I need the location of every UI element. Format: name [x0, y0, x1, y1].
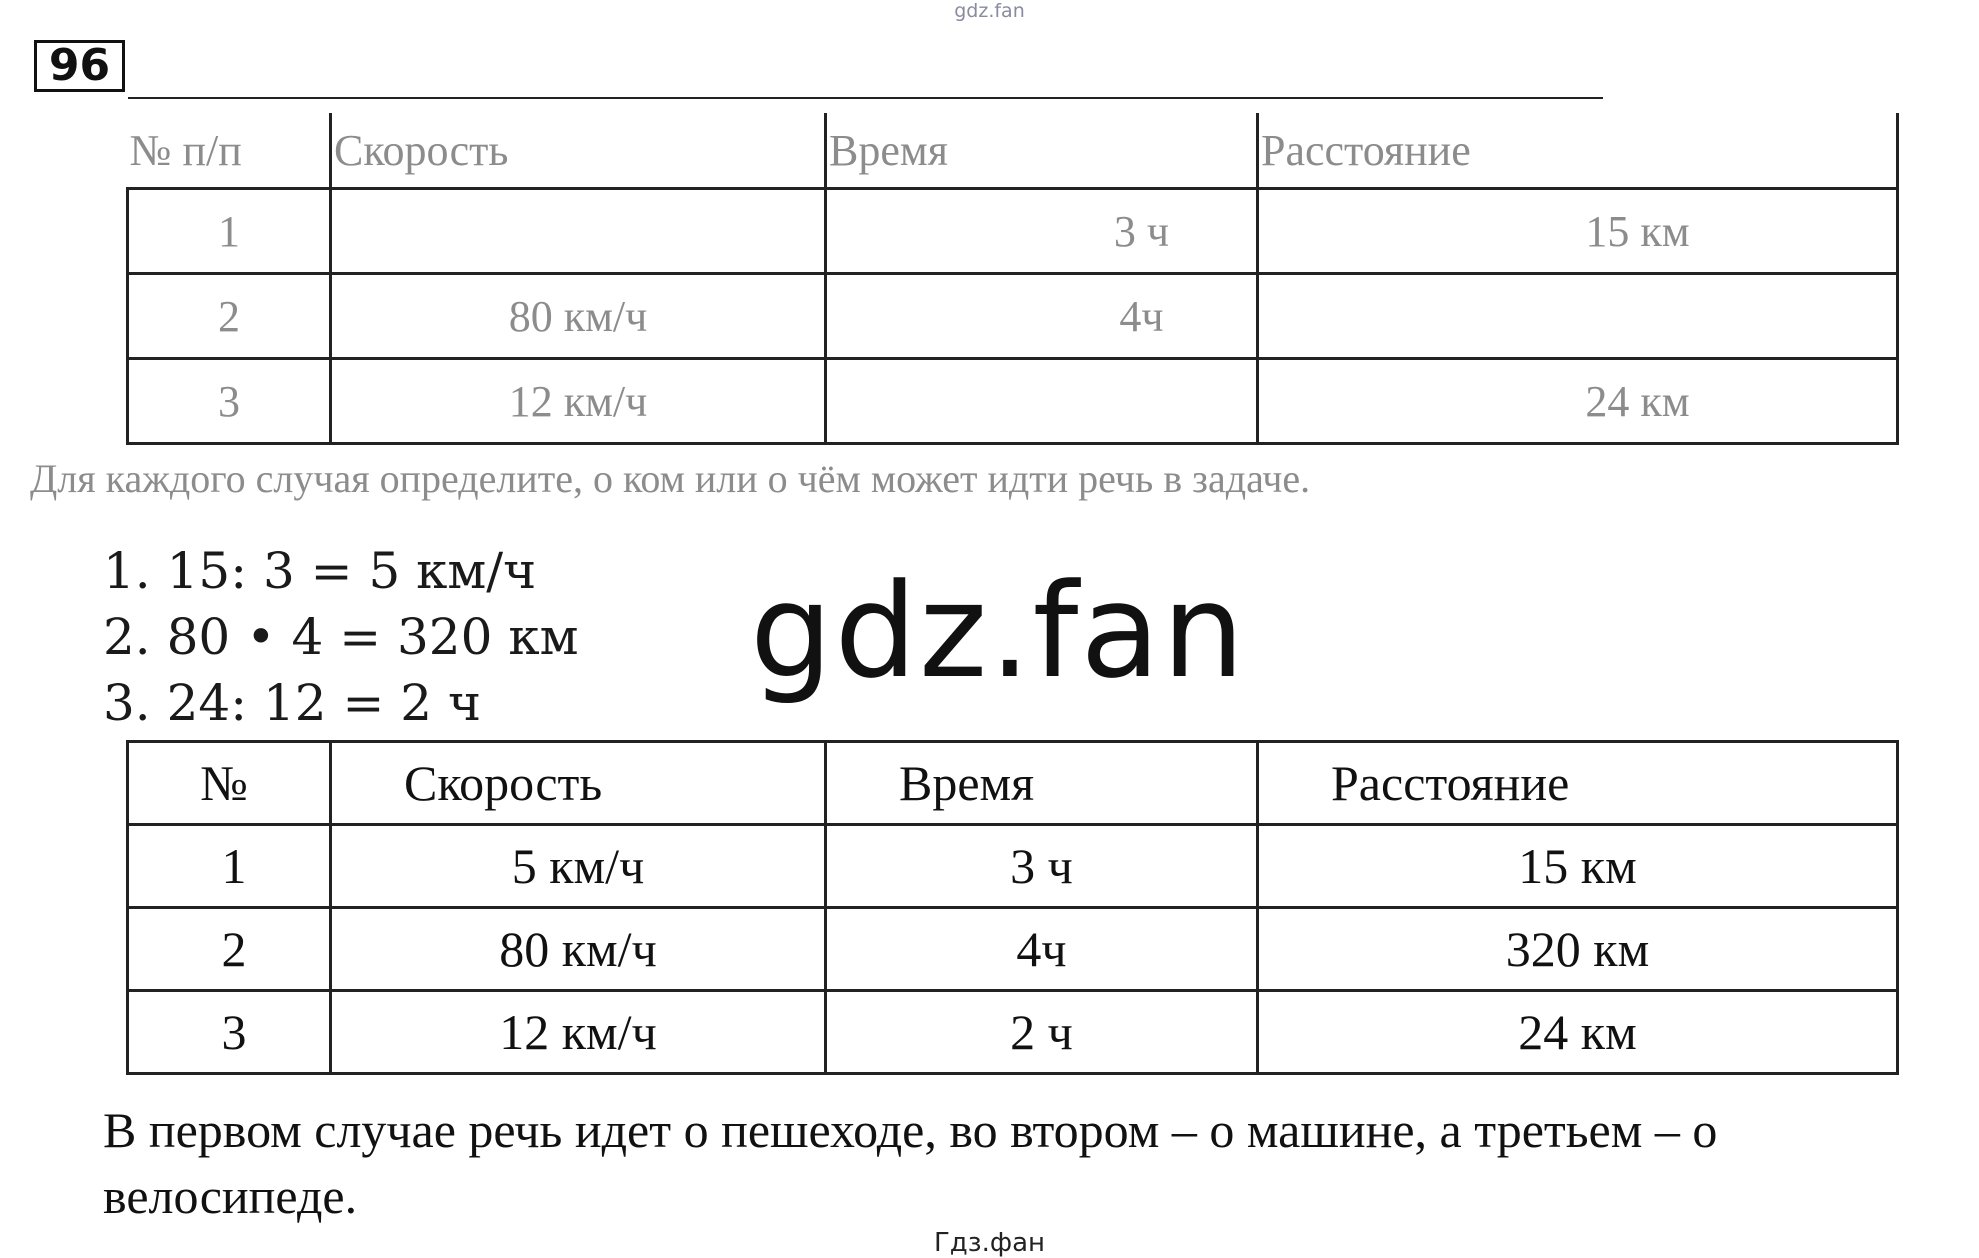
- watermark-center: gdz.fan: [750, 555, 1247, 707]
- answer-cell-distance: 24 км: [1258, 991, 1898, 1074]
- task-cell-distance: 15 км: [1258, 189, 1898, 274]
- table-row: [128, 359, 1898, 444]
- task-cell-time: [826, 359, 1258, 444]
- task-table-header-row: [128, 113, 1898, 189]
- solution-line-2: 2. 80 • 4 = 320 км: [103, 608, 579, 666]
- table-row: [128, 991, 1898, 1074]
- answer-table: [126, 740, 1899, 1075]
- task-cell-time: 3 ч: [826, 189, 1258, 274]
- question-text: Для каждого случая определите, о ком или о чём может идти речь в задаче.: [30, 456, 1311, 501]
- answer-cell-time: 3 ч: [826, 825, 1258, 908]
- answer-cell-number: 3: [128, 991, 331, 1074]
- solution-line-1: 1. 15: 3 = 5 км/ч: [103, 542, 537, 600]
- task-cell-speed: 80 км/ч: [331, 274, 826, 359]
- task-header-rule: [128, 97, 1603, 99]
- task-header-number: № п/п: [128, 113, 331, 189]
- task-number: 96: [34, 40, 125, 92]
- answer-cell-speed: 80 км/ч: [331, 908, 826, 991]
- task-cell-distance: [1258, 274, 1898, 359]
- table-row: [128, 274, 1898, 359]
- task-header-time: Время: [826, 113, 1258, 189]
- answer-cell-time: 2 ч: [826, 991, 1258, 1074]
- task-cell-time: 4ч: [826, 274, 1258, 359]
- answer-table-header-row: [128, 742, 1898, 825]
- table-row: [128, 189, 1898, 274]
- answer-header-distance: Расстояние: [1258, 742, 1898, 825]
- watermark-top: gdz.fan: [954, 0, 1025, 22]
- solution-line-3: 3. 24: 12 = 2 ч: [103, 674, 482, 732]
- task-table: [126, 113, 1899, 445]
- answer-cell-distance: 320 км: [1258, 908, 1898, 991]
- task-cell-number: 3: [128, 359, 331, 444]
- table-row: [128, 825, 1898, 908]
- task-cell-speed: [331, 189, 826, 274]
- answer-cell-speed: 12 км/ч: [331, 991, 826, 1074]
- task-cell-number: 2: [128, 274, 331, 359]
- answer-cell-distance: 15 км: [1258, 825, 1898, 908]
- task-cell-distance: 24 км: [1258, 359, 1898, 444]
- answer-header-number: №: [128, 742, 331, 825]
- task-header-distance: Расстояние: [1258, 113, 1898, 189]
- answer-cell-time: 4ч: [826, 908, 1258, 991]
- task-cell-number: 1: [128, 189, 331, 274]
- answer-header-speed: Скорость: [331, 742, 826, 825]
- answer-cell-speed: 5 км/ч: [331, 825, 826, 908]
- table-row: [128, 908, 1898, 991]
- task-header-speed: Скорость: [331, 113, 826, 189]
- answer-header-time: Время: [826, 742, 1258, 825]
- answer-cell-number: 2: [128, 908, 331, 991]
- conclusion-text: В первом случае речь идет о пешеходе, во втором – о машине, а третьем – о велосипеде.: [103, 1102, 1718, 1224]
- watermark-bottom: Гдз.фан: [933, 1228, 1046, 1258]
- task-cell-speed: 12 км/ч: [331, 359, 826, 444]
- answer-cell-number: 1: [128, 825, 331, 908]
